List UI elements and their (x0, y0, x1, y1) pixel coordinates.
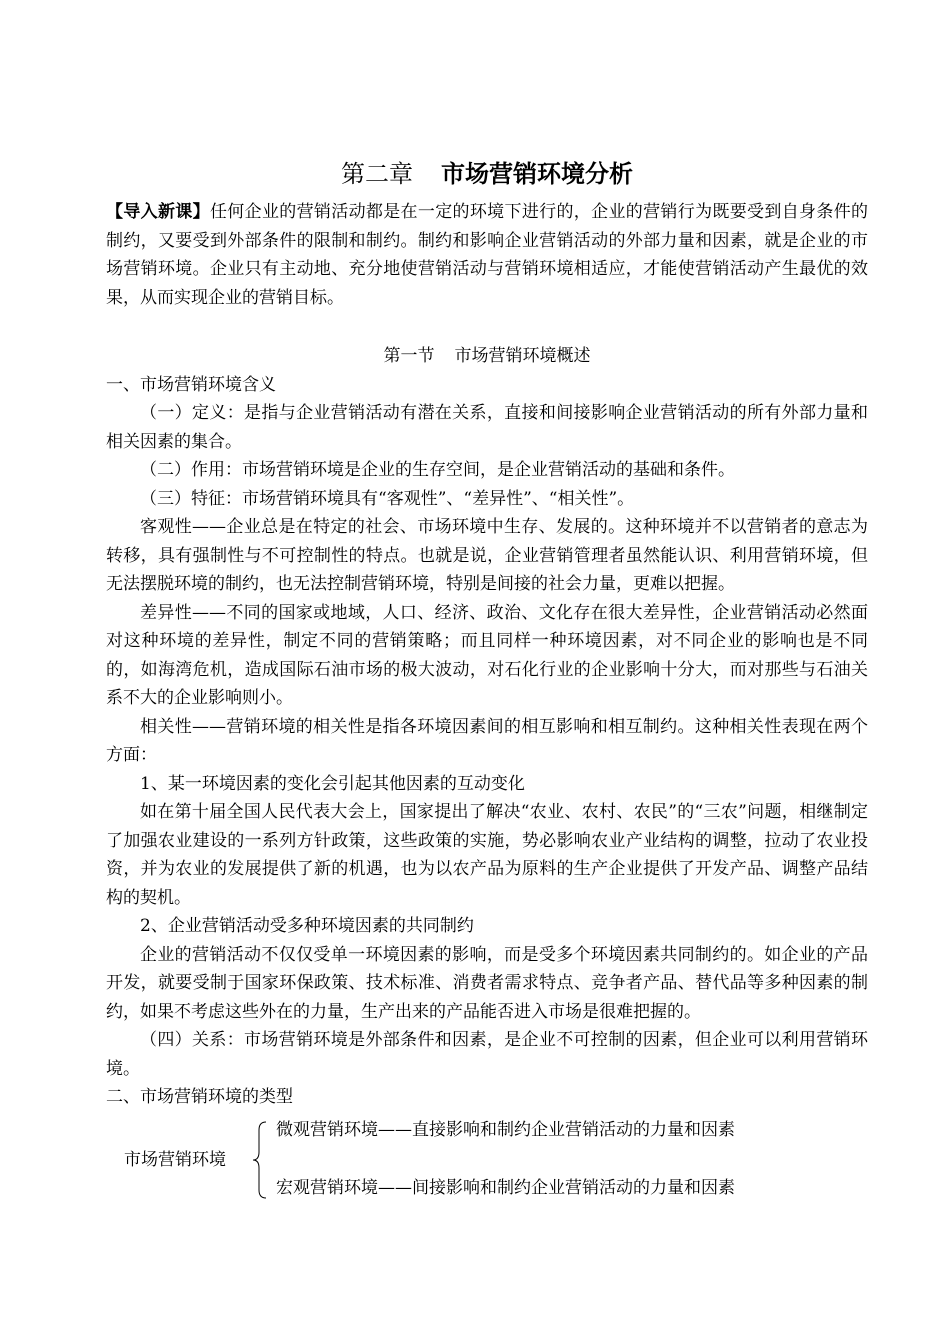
intro-text: 任何企业的营销活动都是在一定的环境下进行的，企业的营销行为既要受到自身条件的制约，又要受到外部条件的限制和制约。制约和影响企业营销活动的外部力量和因素，就是企业的市场营销环境。企业只有主动地、充分地使营销活动与营销环境相适应，才能使营销活动产生最优的效果，从而实现企业的营销目标。 (106, 202, 869, 308)
point1-text: 如在第十届全国人民代表大会上，国家提出了解决“农业、农村、农民”的“三农”问题，相继制定了加强农业建设的一系列方针政策，这些政策的实施，势必影响农业产业结构的调整，拉动了农业投资，并为农业的发展提供了新的机遇，也为以农产品为原料的生产企业提供了开发产品、调整产品结构的契机。 (106, 802, 868, 908)
chapter-title (106, 158, 868, 190)
relation-paragraph: （四）关系：市场营销环境是外部条件和因素，是企业不可控制的因素，但企业可以利用营销环境。 (106, 1030, 868, 1079)
brace-icon (250, 1120, 270, 1200)
intro-label: 【导入新课】 (106, 202, 210, 222)
section-number: 第一节 (383, 346, 435, 366)
intro-paragraph (106, 198, 868, 312)
definition-paragraph: （一）定义：是指与企业营销活动有潜在关系，直接和间接影响企业营销活动的所有外部力量和相关因素的集合。 (106, 403, 868, 452)
difference-paragraph: 差异性——不同的国家或地域，人口、经济、政治、文化存在很大差异性，企业营销活动必然面对这种环境的差异性，制定不同的营销策略；而且同样一种环境因素，对不同企业的影响也是不同的，如海湾危机，造成国际石油市场的极大波动，对石化行业的企业影响十分大，而对那些与石油关系不大的企业影响则小。 (106, 602, 868, 708)
types-root-label: 市场营销环境 (124, 1149, 226, 1170)
section-name: 市场营销环境概述 (454, 346, 591, 366)
point2-text: 企业的营销活动不仅仅受单一环境因素的影响，而是受多个环境因素共同制约的。如企业的产品开发，就要受制于国家环保政策、技术标准、消费者需求特点、竞争者产品、替代品等多种因素的制约，如果不考虑这些外在的力量，生产出来的产品能否进入市场是很难把握的。 (106, 944, 868, 1022)
section-title (106, 342, 868, 371)
point1-title: 1、某一环境因素的变化会引起其他因素的互动变化 (140, 773, 525, 794)
objectivity-paragraph: 客观性——企业总是在特定的社会、市场环境中生存、发展的。这种环境并不以营销者的意志为转移，具有强制性与不可控制性的特点。也就是说，企业营销管理者虽然能认识、利用营销环境，但无法摆脱环境的制约，也无法控制营销环境，特别是间接的社会力量，更难以把握。 (106, 517, 868, 594)
point2-title: 2、企业营销活动受多种环境因素的共同制约 (140, 916, 474, 936)
types-branch-micro: 微观营销环境——直接影响和制约企业营销活动的力量和因素 (276, 1119, 735, 1140)
document-page (106, 158, 868, 1210)
types-diagram (106, 1116, 868, 1210)
features-paragraph: （三）特征：市场营销环境具有“客观性”、“差异性”、“相关性”。 (140, 488, 635, 509)
correlation-paragraph: 相关性——营销环境的相关性是指各环境因素间的相互影响和相互制约。这种相关性表现在两个方面： (106, 716, 868, 765)
chapter-number: 第二章 (341, 160, 413, 188)
chapter-name: 市场营销环境分析 (441, 159, 633, 188)
types-branch-macro: 宏观营销环境——间接影响和制约企业营销活动的力量和因素 (276, 1177, 735, 1198)
function-paragraph: （二）作用：市场营销环境是企业的生存空间，是企业营销活动的基础和条件。 (140, 460, 735, 480)
heading-types: 二、市场营销环境的类型 (106, 1087, 293, 1107)
heading-meaning: 一、市场营销环境含义 (106, 374, 276, 395)
